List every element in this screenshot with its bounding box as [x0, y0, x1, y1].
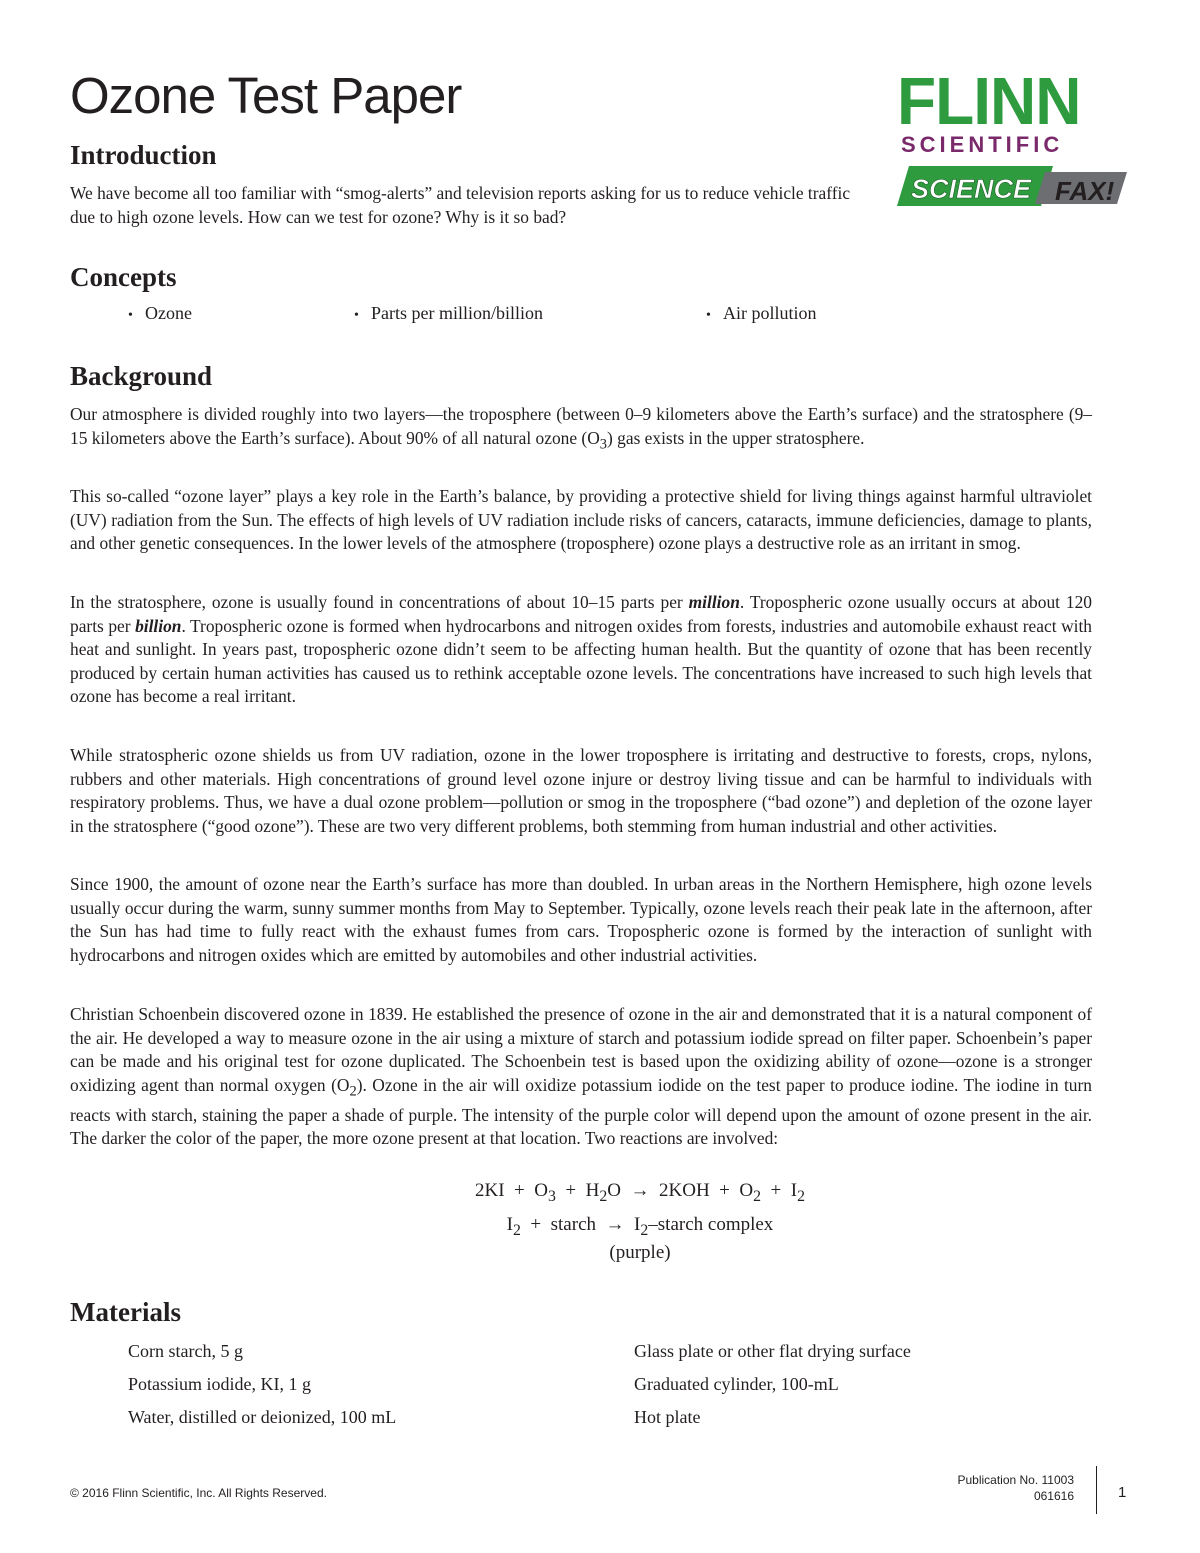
concept-item: • Ozone [128, 303, 192, 323]
flinn-scientific-logo [895, 63, 1135, 210]
logo-brand-sub: SCIENTIFIC [901, 132, 1064, 157]
materials-item: Graduated cylinder, 100-mL [634, 1374, 839, 1394]
background-paragraph-1: Our atmosphere is divided roughly into two layers—the troposphere (between 0–9 kilometers above the Earth’s surface) and the stratosphere (9–15 kilometers above the Earth’s surface). About 90% of all natural ozone $(O_3)$ gas exists in the upper stratosphere. [70, 404, 1092, 453]
science-fax-banner [895, 162, 1135, 210]
background-paragraph-3: In the stratosphere, ozone is usually found in concentrations of about 10–15 parts per million. Tropospheric ozone usually occurs at about 120 parts per billion. Tropospheric ozone is formed when hydrocarbons and nitrogen oxides from forests, industries and automobile exhaust react with heat and sunlight. In years past, tropospheric ozone didn’t seem to be affecting human health. But the quantity of ozone that has been recently produced by certain human activities has caused us to rethink acceptable ozone levels. The concentrations have increased to such high levels that ozone has become a real irritant. [70, 592, 1092, 707]
background-paragraph-4: While stratospheric ozone shields us from UV radiation, ozone in the lower troposphere is irritating and destructive to forests, crops, nylons, rubbers and other materials. High concentrations of ground level ozone injure or destroy living tissue and can be harmful to individuals with respiratory problems. Thus, we have a dual ozone problem—pollution or smog in the troposphere (“bad ozone”) and depletion of the ozone layer in the stratosphere (“good ozone”). These are two very different problems, both stemming from human industrial and other activities. [70, 745, 1092, 836]
publication-info [957, 1472, 1074, 1504]
materials-item: Potassium iodide, KI, 1 g [128, 1374, 311, 1394]
reaction-equation-2: $I_2$ + starch → $I_2$–starch complex [506, 1214, 774, 1239]
page-number: 1 [1118, 1484, 1127, 1501]
logo-banner-left: SCIENCE [911, 174, 1032, 204]
publication-code: 061616 [1033, 1489, 1074, 1503]
materials-item: Glass plate or other flat drying surface [634, 1341, 911, 1361]
background-heading: Background [70, 361, 213, 391]
publication-number: Publication No. 11003 [957, 1473, 1074, 1487]
logo-brand: FLINN [897, 63, 1081, 139]
materials-item: Water, distilled or deionized, 100 mL [128, 1407, 397, 1427]
logo-banner-right: FAX! [1055, 176, 1115, 206]
background-paragraph-6: Christian Schoenbein discovered ozone in 1839. He established the presence of ozone in the air and demonstrated that it is a natural component of the air. He developed a way to measure ozone in the air using a mixture of starch and potassium iodide spread on filter paper. Schoenbein’s paper can be made and his original test for ozone duplicated. The Schoenbein test is based upon the oxidizing ability of ozone—ozone is a stronger oxidizing agent than normal oxygen $(O_2)$. Ozone in the air will oxidize potassium iodide on the test paper to produce iodine. The iodine in turn reacts with starch, staining the paper a shade of purple. The intensity of the purple color will depend upon the amount of ozone present in the air. The darker the color of the paper, the more ozone present at that location. Two reactions are involved: [70, 1004, 1092, 1149]
background-paragraph-5: Since 1900, the amount of ozone near the Earth’s surface has more than doubled. In urban areas in the Northern Hemisphere, high ozone levels usually occur during the warm, sunny summer months from May to September. Typically, ozone levels reach their peak late in the afternoon, after the Sun has had time to fully react with the exhaust fumes from cars. Tropospheric ozone is formed by the interaction of sunlight with hydrocarbons and nitrogen oxides which are emitted by automobiles and other industrial activities. [70, 874, 1092, 965]
background-paragraph-2: This so-called “ozone layer” plays a key role in the Earth’s balance, by providing a protective shield for living things against harmful ultraviolet (UV) radiation from the Sun. The effects of high levels of UV radiation include risks of cancers, cataracts, immune deficiencies, damage to plants, and other genetic consequences. In the lower levels of the atmosphere (troposphere) ozone plays a destructive role as an irritant in smog. [70, 486, 1092, 554]
introduction-heading: Introduction [70, 140, 217, 170]
materials-item: Hot plate [634, 1407, 701, 1427]
page-title: Ozone Test Paper [70, 67, 462, 124]
concept-item: • Air pollution [706, 303, 817, 323]
concept-item: • Parts per million/billion [354, 303, 543, 323]
materials-heading: Materials [70, 1297, 181, 1327]
reaction-equation-note: (purple) [609, 1242, 671, 1263]
copyright-notice: © 2016 Flinn Scientific, Inc. All Rights Reserved. [70, 1486, 327, 1500]
reaction-equation-1: $2KI + O_3 + H_2O \to 2KOH + O_2 + I_2$ [475, 1180, 805, 1205]
concepts-heading: Concepts [70, 262, 177, 292]
materials-item: Corn starch, 5 g [128, 1341, 243, 1361]
footer-divider [1096, 1466, 1097, 1514]
introduction-text: We have become all too familiar with “smog-alerts” and television reports asking for us to reduce vehicle traffic due to high ozone levels. How can we test for ozone? Why is it so bad? [70, 183, 851, 227]
